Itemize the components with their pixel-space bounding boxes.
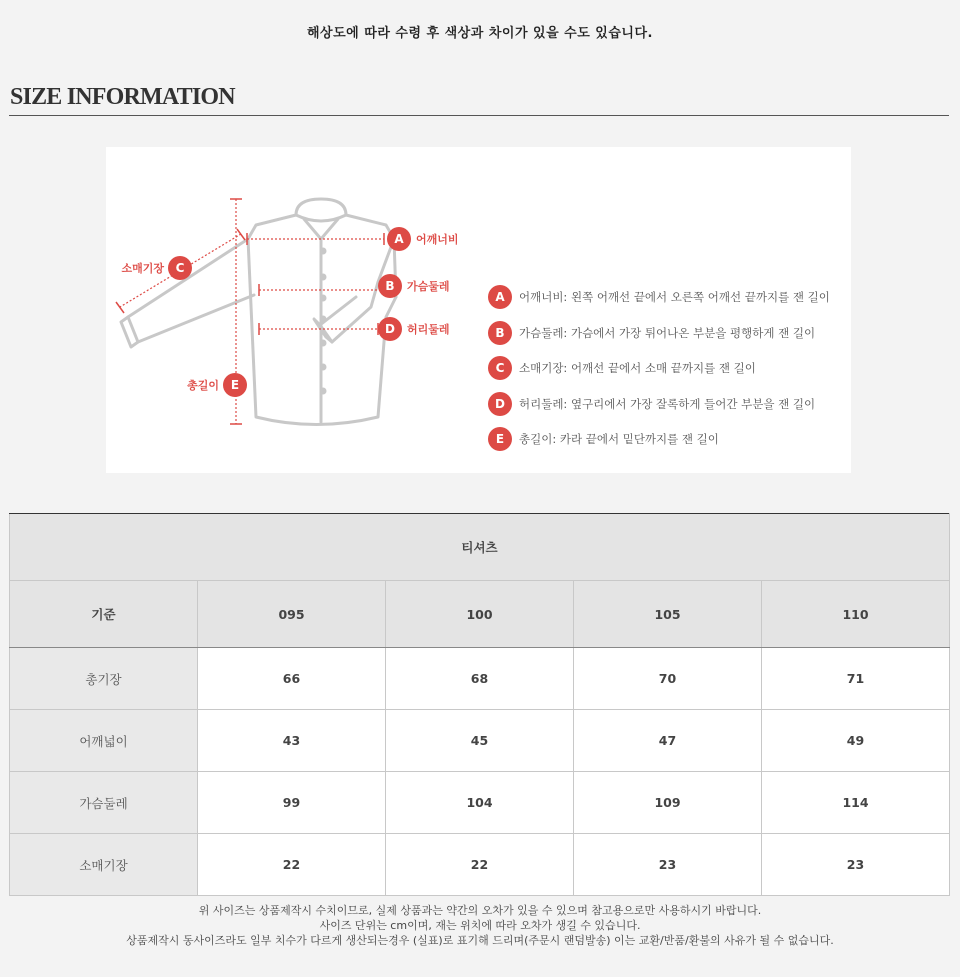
svg-text:C: C (175, 261, 185, 275)
header-cell-size: 100 (386, 581, 574, 648)
legend-item (488, 356, 830, 380)
legend-badge: D (488, 392, 512, 416)
footnote-line: 사이즈 단위는 cm이며, 재는 위치에 따라 오차가 생길 수 있습니다. (319, 919, 641, 932)
legend-text: 허리둘레: 옆구리에서 가장 잘록하게 들어간 부분을 잰 길이 (519, 396, 816, 411)
callout-b (378, 274, 450, 298)
table-cell: 109 (574, 772, 762, 834)
legend-item (488, 427, 830, 451)
svg-text:E: E (230, 378, 240, 392)
legend-text: 가슴둘레: 가슴에서 가장 튀어나온 부분을 평행하게 잰 길이 (519, 325, 816, 340)
callout-b-label: 가슴둘레 (407, 280, 450, 293)
table-cell: 71 (762, 648, 950, 710)
table-cell: 68 (386, 648, 574, 710)
svg-text:A: A (394, 232, 404, 246)
legend-text: 어깨너비: 왼쪽 어깨선 끝에서 오른쪽 어깨선 끝까지를 잰 길이 (519, 290, 830, 304)
callout-c-label: 소매기장 (121, 262, 164, 275)
size-table (9, 513, 950, 896)
footnote-line: 상품제작시 동사이즈라도 일부 치수가 다르게 생산되는경우 (실표)로 표기해 드리며(주문시 랜덤발송) 이는 교환/반품/환불의 사유가 될 수 없습니다. (126, 934, 834, 947)
table-cell: 99 (198, 772, 386, 834)
table-header-row (10, 581, 950, 648)
row-label: 소매기장 (10, 834, 198, 896)
callout-c (120, 256, 192, 280)
section-title: SIZE INFORMATION (10, 84, 235, 110)
svg-text:B: B (385, 279, 395, 293)
legend-item (488, 321, 830, 345)
footnote-line: 위 사이즈는 상품제작시 수치이므로, 실제 상품과는 약간의 오차가 있을 수 있으며 참고용으로만 사용하시기 바랍니다. (198, 904, 762, 917)
header-cell-size: 105 (574, 581, 762, 648)
legend-badge: C (488, 356, 512, 380)
table-cell: 49 (762, 710, 950, 772)
table-cell: 22 (386, 834, 574, 896)
row-label: 총기장 (10, 648, 198, 710)
table-row (10, 834, 950, 896)
resolution-notice: 해상도에 따라 수령 후 색상과 차이가 있을 수도 있습니다. (307, 26, 653, 41)
size-footnotes (0, 903, 960, 948)
legend-badge: E (488, 427, 512, 451)
row-label: 어깨넓이 (10, 710, 198, 772)
measurement-legend (488, 285, 830, 463)
callout-a-label: 어깨너비 (416, 233, 459, 246)
legend-badge: B (488, 321, 512, 345)
table-row (10, 648, 950, 710)
callout-a (387, 227, 459, 251)
header-cell-standard: 기준 (10, 581, 198, 648)
table-cell: 47 (574, 710, 762, 772)
header-cell-size: 095 (198, 581, 386, 648)
table-cell: 70 (574, 648, 762, 710)
table-cell: 22 (198, 834, 386, 896)
callout-d (378, 317, 450, 341)
legend-text: 총길이: 카라 끝에서 밑단까지를 잰 길이 (519, 432, 719, 446)
header-cell-size: 110 (762, 581, 950, 648)
svg-text:D: D (385, 322, 395, 336)
callout-d-label: 허리둘레 (407, 323, 450, 336)
size-diagram (106, 147, 851, 473)
table-row (10, 772, 950, 834)
callout-e-label: 총길이 (187, 379, 219, 392)
table-row (10, 710, 950, 772)
title-divider (9, 115, 949, 116)
table-cell: 23 (574, 834, 762, 896)
legend-text: 소매기장: 어깨선 끝에서 소매 끝까지를 잰 길이 (519, 361, 756, 375)
table-cell: 66 (198, 648, 386, 710)
legend-badge: A (488, 285, 512, 309)
legend-item (488, 392, 830, 416)
legend-item (488, 285, 830, 309)
size-table-wrapper (9, 513, 949, 896)
table-caption: 티셔츠 (10, 514, 950, 581)
callout-e (186, 373, 247, 397)
table-cell: 114 (762, 772, 950, 834)
table-cell: 43 (198, 710, 386, 772)
table-cell: 104 (386, 772, 574, 834)
table-cell: 23 (762, 834, 950, 896)
row-label: 가슴둘레 (10, 772, 198, 834)
table-cell: 45 (386, 710, 574, 772)
